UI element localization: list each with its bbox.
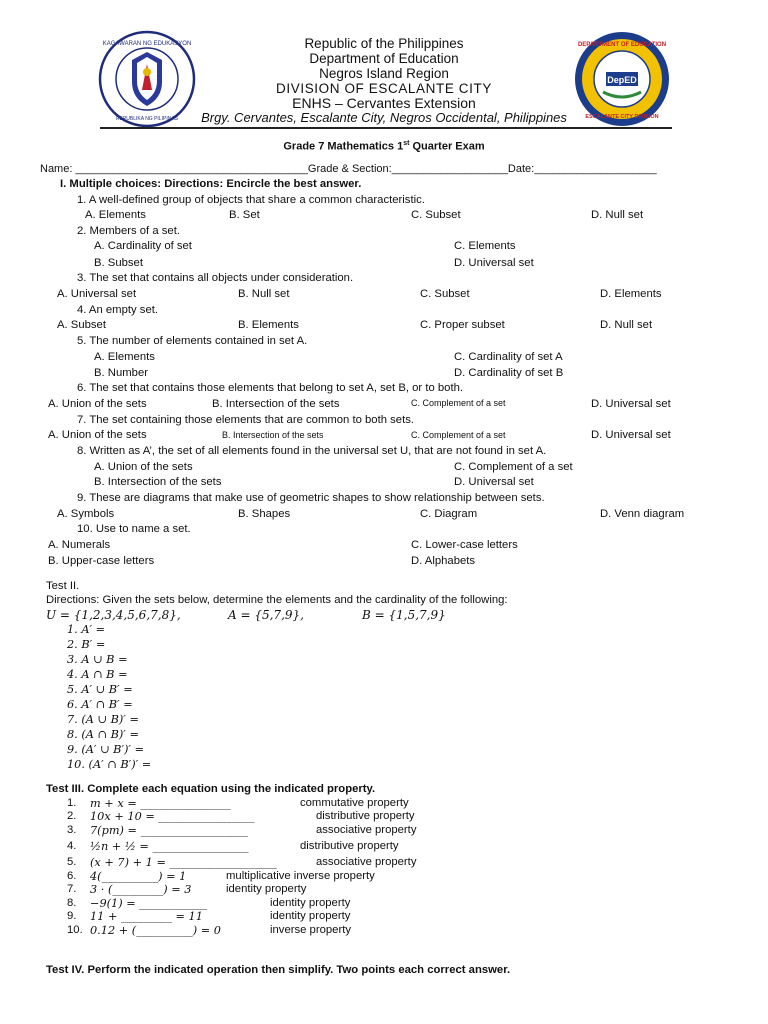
- q1-option-b: B. Set: [229, 209, 260, 221]
- test2-item: 2. B′ =: [67, 638, 106, 651]
- test2-item: 1. A′ =: [67, 623, 106, 636]
- q3-option-c: C. Subset: [420, 288, 470, 300]
- test2-item: 9. (A′ ∪ B′)′ =: [67, 743, 145, 756]
- test3-equation: −9(1) = ____________: [90, 897, 208, 910]
- q7-option-c: C. Complement of a set: [411, 430, 506, 440]
- q9-option-c: C. Diagram: [420, 508, 478, 520]
- header-department: Department of Education: [309, 51, 459, 66]
- q6-option-a: A. Union of the sets: [48, 398, 147, 410]
- q2-option-b: B. Subset: [94, 257, 143, 269]
- q7-option-a: A. Union of the sets: [48, 429, 147, 441]
- test3-equation: 3 · (_________) = 3: [90, 883, 192, 896]
- test3-equation: m + x = ________________: [90, 797, 231, 810]
- test3-item-number: 10.: [67, 924, 83, 936]
- test3-property: associative property: [316, 856, 417, 868]
- q2-option-c: C. Elements: [454, 240, 516, 252]
- test3-item-number: 2.: [67, 810, 77, 822]
- test3-item-number: 5.: [67, 856, 77, 868]
- test3-item-number: 4.: [67, 840, 77, 852]
- header-divider: [100, 127, 672, 129]
- test3-equation: 10x + 10 = _________________: [90, 810, 255, 823]
- q6-option-b: B. Intersection of the sets: [212, 398, 340, 410]
- test3-equation: 7(pm) = ___________________: [90, 824, 248, 837]
- q1-option-c: C. Subset: [411, 209, 461, 221]
- q3-option-d: D. Elements: [600, 288, 662, 300]
- q10-option-c: C. Lower-case letters: [411, 539, 518, 551]
- q4-option-b: B. Elements: [238, 319, 299, 331]
- q8-option-b: B. Intersection of the sets: [94, 476, 222, 488]
- q7-option-d: D. Universal set: [591, 429, 671, 441]
- header-school: ENHS – Cervantes Extension: [292, 95, 476, 111]
- test3-property: distributive property: [316, 810, 415, 822]
- test2-item: 3. A ∪ B =: [67, 653, 128, 666]
- test3-property: associative property: [316, 824, 417, 836]
- question-1: 1. A well-defined group of objects that share a common characteristic.: [77, 194, 425, 206]
- test3-property: multiplicative inverse property: [226, 870, 375, 882]
- test3-equation: 0.12 + (__________) = 0: [90, 924, 221, 937]
- q4-option-c: C. Proper subset: [420, 319, 505, 331]
- q1-option-d: D. Null set: [591, 209, 644, 221]
- set-a: A = {5,7,9},: [228, 608, 304, 622]
- test3-item-number: 7.: [67, 883, 77, 895]
- test2-item: 7. (A ∪ B)′ =: [67, 713, 139, 726]
- test3-property: inverse property: [270, 924, 351, 936]
- question-5: 5. The number of elements contained in set A.: [77, 335, 308, 347]
- question-3: 3. The set that contains all objects under consideration.: [77, 272, 354, 284]
- test3-item-number: 1.: [67, 797, 77, 809]
- test2-item: 4. A ∩ B =: [67, 668, 128, 681]
- test3-property: distributive property: [300, 840, 399, 852]
- exam-title: Grade 7 Mathematics 1st Quarter Exam: [283, 140, 485, 153]
- q4-option-d: D. Null set: [600, 319, 653, 331]
- test3-property: identity property: [270, 897, 351, 909]
- header-division: DIVISION OF ESCALANTE CITY: [276, 81, 492, 96]
- question-4: 4. An empty set.: [77, 304, 159, 316]
- test3-equation: ½n + ½ = _________________: [90, 840, 249, 853]
- set-b: B = {1,5,7,9}: [362, 608, 446, 622]
- svg-text:REPUBLIKA NG PILIPINAS: REPUBLIKA NG PILIPINAS: [116, 116, 178, 122]
- q9-option-b: B. Shapes: [238, 508, 291, 520]
- test3-equation: 11 + _________ = 11: [90, 910, 203, 923]
- test3-property: identity property: [226, 883, 307, 895]
- test2-item: 6. A′ ∩ B′ =: [67, 698, 133, 711]
- test3-equation: (x + 7) + 1 = ___________________: [90, 856, 277, 869]
- test3-item-number: 3.: [67, 824, 77, 836]
- q2-option-d: D. Universal set: [454, 257, 534, 269]
- q2-option-a: A. Cardinality of set: [94, 240, 192, 252]
- test3-item-number: 8.: [67, 897, 77, 909]
- svg-text:ESCALANTE CITY DIVISION: ESCALANTE CITY DIVISION: [585, 114, 659, 120]
- svg-text:KAGAWARAN NG EDUKASYON: KAGAWARAN NG EDUKASYON: [102, 41, 192, 47]
- q5-option-a: A. Elements: [94, 351, 155, 363]
- test3-item-number: 6.: [67, 870, 77, 882]
- question-6: 6. The set that contains those elements that belong to set A, set B, or to both.: [77, 382, 464, 394]
- q7-option-b: B. Intersection of the sets: [222, 430, 324, 440]
- test3-property: identity property: [270, 910, 351, 922]
- q8-option-c: C. Complement of a set: [454, 461, 573, 473]
- q10-option-b: B. Upper-case letters: [48, 555, 155, 567]
- header-address: Brgy. Cervantes, Escalante City, Negros Occidental, Philippines: [201, 110, 567, 125]
- q5-option-d: D. Cardinality of set B: [454, 367, 564, 379]
- test3-equation: 4(__________) = 1: [90, 870, 187, 883]
- student-info-line: Name: ______________________________________Grade & Section:___________________Date:____________________: [40, 163, 657, 175]
- test2-item: 10. (A′ ∩ B′)′ =: [67, 758, 152, 771]
- svg-text:DEPARTMENT OF EDUCATION: DEPARTMENT OF EDUCATION: [577, 42, 667, 48]
- test3-item-number: 9.: [67, 910, 77, 922]
- question-9: 9. These are diagrams that make use of geometric shapes to show relationship between sets.: [77, 492, 545, 504]
- test2-title: Test II.: [46, 580, 80, 592]
- q3-option-a: A. Universal set: [57, 288, 137, 300]
- test4-title: Test IV. Perform the indicated operation then simplify. Two points each correct answer.: [46, 964, 511, 976]
- header-region: Negros Island Region: [319, 66, 449, 81]
- svg-text:DepED: DepED: [607, 75, 637, 85]
- test1-title: I. Multiple choices: Directions: Encircle the best answer.: [60, 178, 362, 190]
- test2-directions: Directions: Given the sets below, determine the elements and the cardinality of the following:: [46, 594, 508, 606]
- test2-item: 5. A′ ∪ B′ =: [67, 683, 133, 696]
- q5-option-c: C. Cardinality of set A: [454, 351, 563, 363]
- set-u: U = {1,2,3,4,5,6,7,8},: [46, 608, 181, 622]
- question-10: 10. Use to name a set.: [77, 523, 191, 535]
- question-2: 2. Members of a set.: [77, 225, 180, 237]
- q1-option-a: A. Elements: [85, 209, 146, 221]
- header-republic: Republic of the Philippines: [304, 36, 464, 51]
- test3-property: commutative property: [300, 797, 409, 809]
- q10-option-a: A. Numerals: [48, 539, 111, 551]
- q10-option-d: D. Alphabets: [411, 555, 476, 567]
- q6-option-c: C. Complement of a set: [411, 398, 506, 408]
- q9-option-a: A. Symbols: [57, 508, 115, 520]
- q6-option-d: D. Universal set: [591, 398, 671, 410]
- question-8: 8. Written as A’, the set of all elements found in the universal set U, that are not found in set A.: [77, 445, 547, 457]
- q9-option-d: D. Venn diagram: [600, 508, 685, 520]
- question-7: 7. The set containing those elements that are common to both sets.: [77, 414, 415, 426]
- test3-title: Test III. Complete each equation using the indicated property.: [46, 783, 376, 795]
- q4-option-a: A. Subset: [57, 319, 106, 331]
- test2-item: 8. (A ∩ B)′ =: [67, 728, 139, 741]
- q5-option-b: B. Number: [94, 367, 148, 379]
- q8-option-d: D. Universal set: [454, 476, 534, 488]
- q8-option-a: A. Union of the sets: [94, 461, 193, 473]
- q3-option-b: B. Null set: [238, 288, 290, 300]
